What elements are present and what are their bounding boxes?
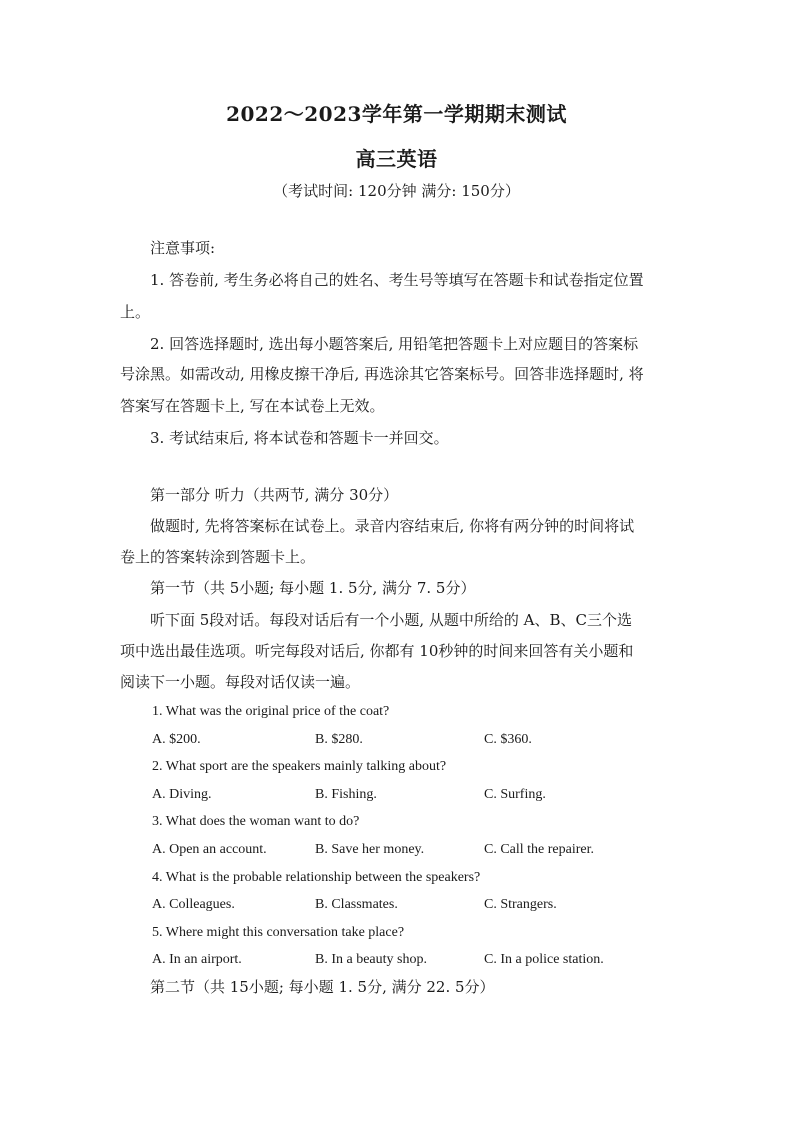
- exam-info: （考试时间: 120分钟 满分: 150分）: [273, 182, 520, 200]
- exam-title: 2022～2023学年第一学期期末测试: [226, 102, 567, 126]
- option-c: C. $360.: [484, 732, 532, 747]
- question-stem: 3. What does the woman want to do?: [152, 814, 360, 829]
- section1-intro-line-3: 阅读下一小题。每段对话仅读一遍。: [120, 673, 361, 691]
- part1-heading: 第一部分 听力（共两节, 满分 30分）: [150, 486, 399, 504]
- question-stem: 4. What is the probable relationship between the speakers?: [152, 870, 481, 885]
- option-c: C. Strangers.: [484, 897, 557, 912]
- section2-heading: 第二节（共 15小题; 每小题 1. 5分, 满分 22. 5分）: [150, 978, 495, 996]
- question-stem: 1. What was the original price of the coat?: [152, 704, 390, 719]
- note-1-line-2: 上。: [120, 303, 151, 321]
- option-a: A. Diving.: [152, 787, 212, 802]
- question-stem: 5. Where might this conversation take place?: [152, 925, 405, 940]
- section1-heading: 第一节（共 5小题; 每小题 1. 5分, 满分 7. 5分）: [150, 579, 476, 597]
- part1-intro-line-2: 卷上的答案转涂到答题卡上。: [120, 548, 316, 566]
- option-c: C. Call the repairer.: [484, 842, 595, 857]
- section1-intro-line-2: 项中选出最佳选项。听完每段对话后, 你都有 10秒钟的时间来回答有关小题和: [120, 642, 634, 660]
- option-b: B. Fishing.: [315, 787, 377, 802]
- option-b: B. In a beauty shop.: [315, 952, 427, 967]
- note-3: 3. 考试结束后, 将本试卷和答题卡一并回交。: [150, 429, 449, 447]
- option-b: B. Save her money.: [315, 842, 425, 857]
- section1-intro-line-1: 听下面 5段对话。每段对话后有一个小题, 从题中所给的 A、B、C三个选: [150, 611, 632, 629]
- note-2-line-1: 2. 回答选择题时, 选出每小题答案后, 用铅笔把答题卡上对应题目的答案标: [150, 335, 639, 353]
- part1-intro-line-1: 做题时, 先将答案标在试卷上。录音内容结束后, 你将有两分钟的时间将试: [150, 517, 635, 535]
- option-c: C. In a police station.: [484, 952, 604, 967]
- option-c: C. Surfing.: [484, 787, 546, 802]
- option-a: A. Open an account.: [152, 842, 267, 857]
- note-2-line-2: 号涂黑。如需改动, 用橡皮擦干净后, 再选涂其它答案标号。回答非选择题时, 将: [120, 365, 644, 383]
- subject-title: 高三英语: [355, 147, 438, 171]
- option-b: B. Classmates.: [315, 897, 398, 912]
- option-a: A. $200.: [152, 732, 201, 747]
- option-a: A. Colleagues.: [152, 897, 235, 912]
- note-2-line-3: 答案写在答题卡上, 写在本试卷上无效。: [120, 397, 385, 415]
- question-stem: 2. What sport are the speakers mainly talking about?: [152, 759, 447, 774]
- option-a: A. In an airport.: [152, 952, 242, 967]
- option-b: B. $280.: [315, 732, 363, 747]
- note-1-line-1: 1. 答卷前, 考生务必将自己的姓名、考生号等填写在答题卡和试卷指定位置: [150, 271, 644, 289]
- notes-heading: 注意事项:: [150, 239, 216, 257]
